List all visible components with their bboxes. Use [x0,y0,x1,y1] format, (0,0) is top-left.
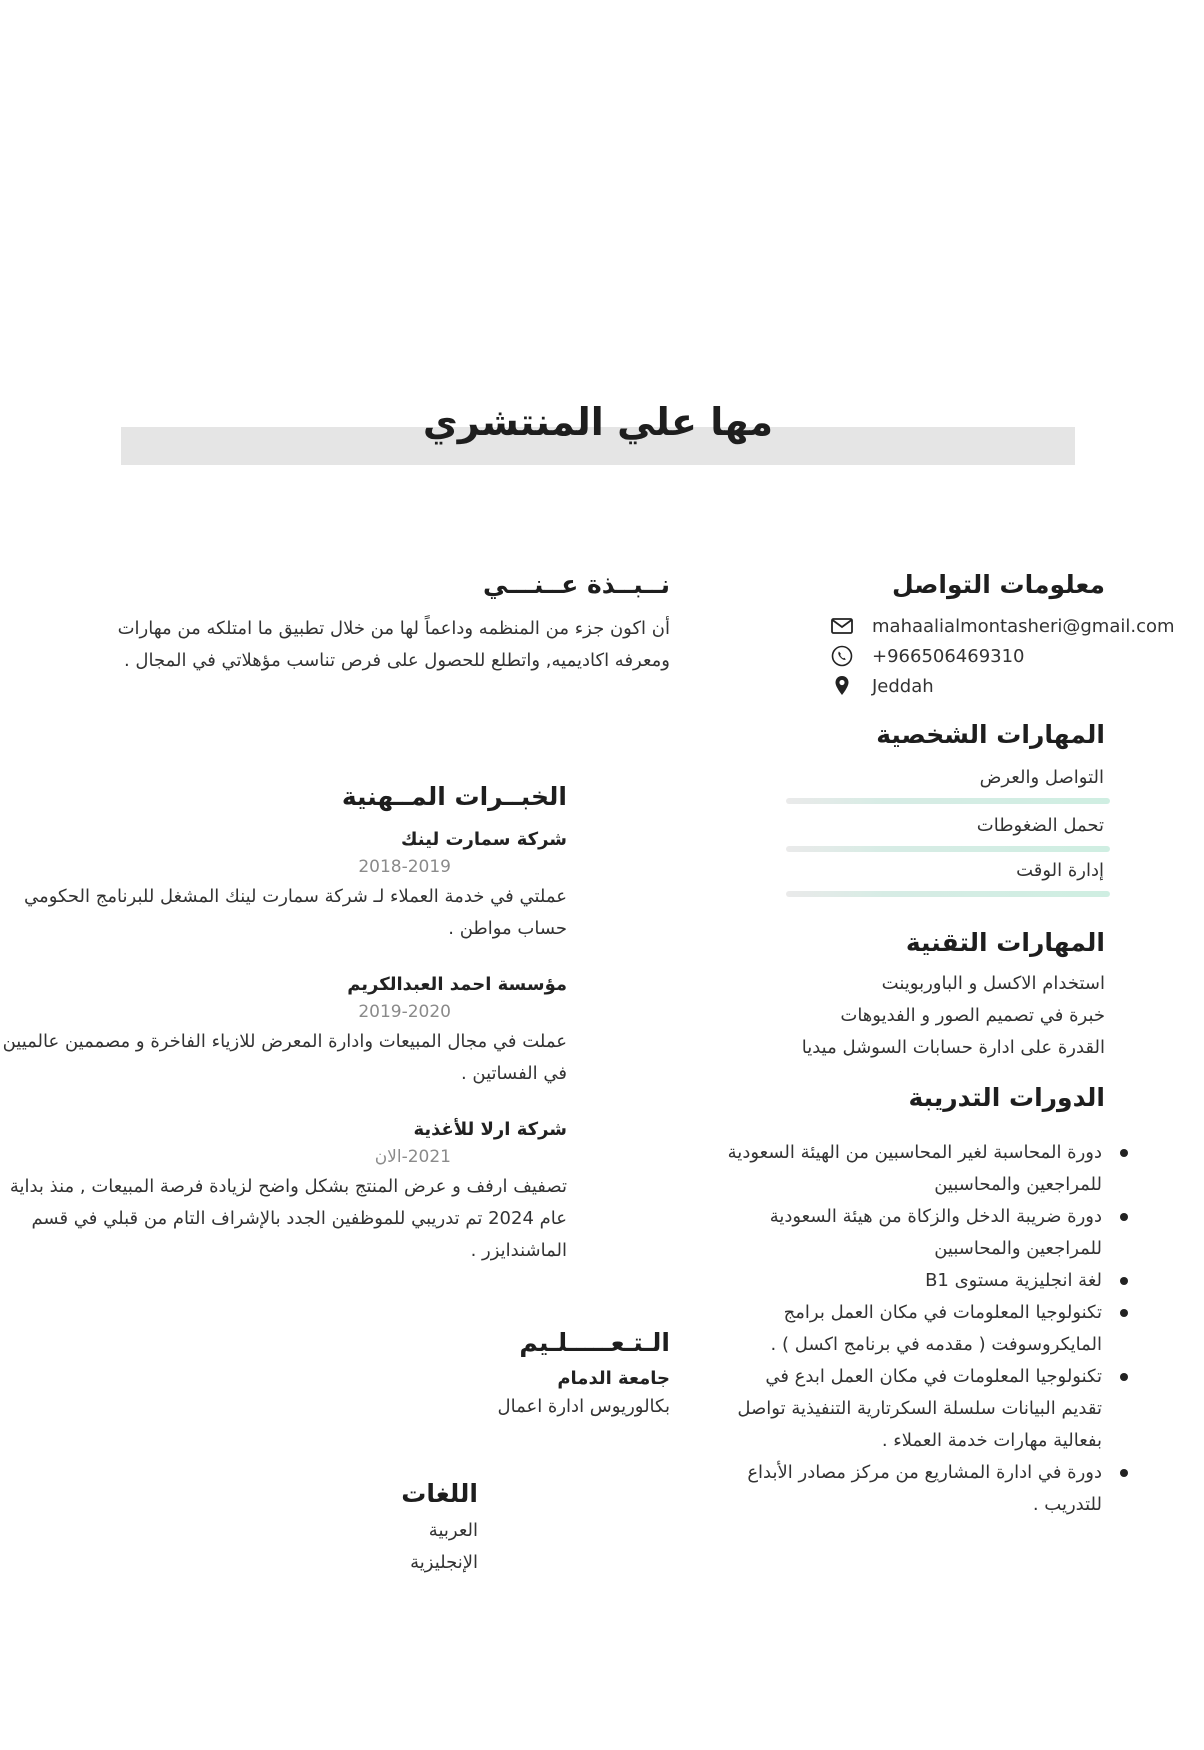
skill-item [786,810,1110,852]
technical-skills-list [685,968,1105,1064]
technical-skill-item: استخدام الاكسل و الباوربوينت [881,973,1105,994]
skill-label: إدارة الوقت [1016,860,1104,881]
job-period: 2019-2020 [358,1002,451,1022]
contact-title: معلومات التواصل [891,570,1105,599]
education-school: جامعة الدمام [557,1368,670,1389]
course-item: تكنولوجيا المعلومات في مكان العمل برامج المايكروسوفت ( مقدمه في برنامج اكسل ) . [722,1297,1102,1361]
languages-list [178,1515,478,1579]
experience-title: الخبــرات المــهنية [341,782,567,811]
language-item: الإنجليزية [410,1552,478,1573]
courses-title: الدورات التدريبة [908,1083,1105,1112]
bullet-icon [1120,1277,1128,1285]
contact-list [830,611,1175,701]
course-item: دورة المحاسبة لغير المحاسبين من الهيئة السعودية للمراجعين والمحاسبين [722,1137,1102,1201]
job-entry [0,827,567,945]
languages-title: اللغات [401,1479,478,1508]
job-company: مؤسسة احمد العبدالكريم [347,974,567,995]
contact-location: Jeddah [872,675,934,697]
about-text: أن اكون جزء من المنظمه وداعماً لها من خلال تطبيق ما امتلكه من مهارات ومعرفه اكاديميه, واتطلع للحصول على فرص تناسب مؤهلاتي في المجال . [117,618,670,671]
skill-bar [786,798,1110,804]
job-description: عملت في مجال المبيعات وادارة المعرض للازياء الفاخرة و مصممين عالميين في الفساتين . [2,1031,567,1084]
language-item: العربية [428,1520,478,1541]
technical-skills-title: المهارات التقنية [905,928,1105,957]
skill-item [786,762,1110,804]
phone-icon [830,644,854,668]
education-degree: بكالوريوس ادارة اعمال [497,1396,670,1417]
education-title: الـتـعـــــلـيم [519,1328,670,1357]
job-entry [0,972,567,1090]
job-period: 2018-2019 [358,857,451,877]
full-name: مها علي المنتشري [422,400,774,444]
bullet-icon [1120,1373,1128,1381]
courses-list [722,1137,1102,1521]
course-item: دورة ضريبة الدخل والزكاة من هيئة السعودية للمراجعين والمحاسبين [722,1201,1102,1265]
job-company: شركة ارلا للأغذية [413,1119,567,1140]
bullet-icon [1120,1213,1128,1221]
skill-label: التواصل والعرض [979,767,1104,788]
job-entry [0,1117,567,1267]
skill-bar [786,891,1110,897]
contact-email-row [830,611,1175,641]
location-pin-icon [830,674,854,698]
contact-email[interactable]: mahaalialmontasheri@gmail.com [872,615,1175,637]
course-item: لغة انجليزية مستوى B1 [722,1265,1102,1297]
technical-skill-item: خبرة في تصميم الصور و الفديوهات [840,1005,1105,1026]
mail-icon [830,614,854,638]
job-period: 2021-الان [374,1147,451,1167]
bullet-icon [1120,1469,1128,1477]
contact-phone[interactable]: +966506469310 [872,645,1025,667]
personal-skills-title: المهارات الشخصية [876,720,1105,749]
technical-skill-item: القدرة على ادارة حسابات السوشل ميديا [801,1037,1105,1058]
skill-label: تحمل الضغوطات [976,815,1104,836]
skill-bar [786,846,1110,852]
course-item: تكنولوجيا المعلومات في مكان العمل ابدع في تقديم البيانات سلسلة السكرتارية التنفيذية تواصل بفعالية مهارات خدمة العملاء . [722,1361,1102,1457]
contact-phone-row [830,641,1175,671]
job-description: تصفيف ارفف و عرض المنتج بشكل واضح لزيادة فرصة المبيعات , منذ بداية عام 2024 تم تدريبي للموظفين الجدد بالإشراف التام من قبلي في قسم الماشندايزر . [9,1176,567,1261]
job-description: عملتي في خدمة العملاء لـ شركة سمارت لينك المشغل للبرنامج الحكومي حساب مواطن . [24,886,567,939]
job-company: شركة سمارت لينك [400,829,567,850]
about-title: نــبــذة عــنـــي [483,570,670,599]
bullet-icon [1120,1309,1128,1317]
course-item: دورة في ادارة المشاريع من مركز مصادر الأبداع للتدريب . [722,1457,1102,1521]
bullet-icon [1120,1149,1128,1157]
contact-location-row [830,671,1175,701]
skill-item [786,855,1110,897]
